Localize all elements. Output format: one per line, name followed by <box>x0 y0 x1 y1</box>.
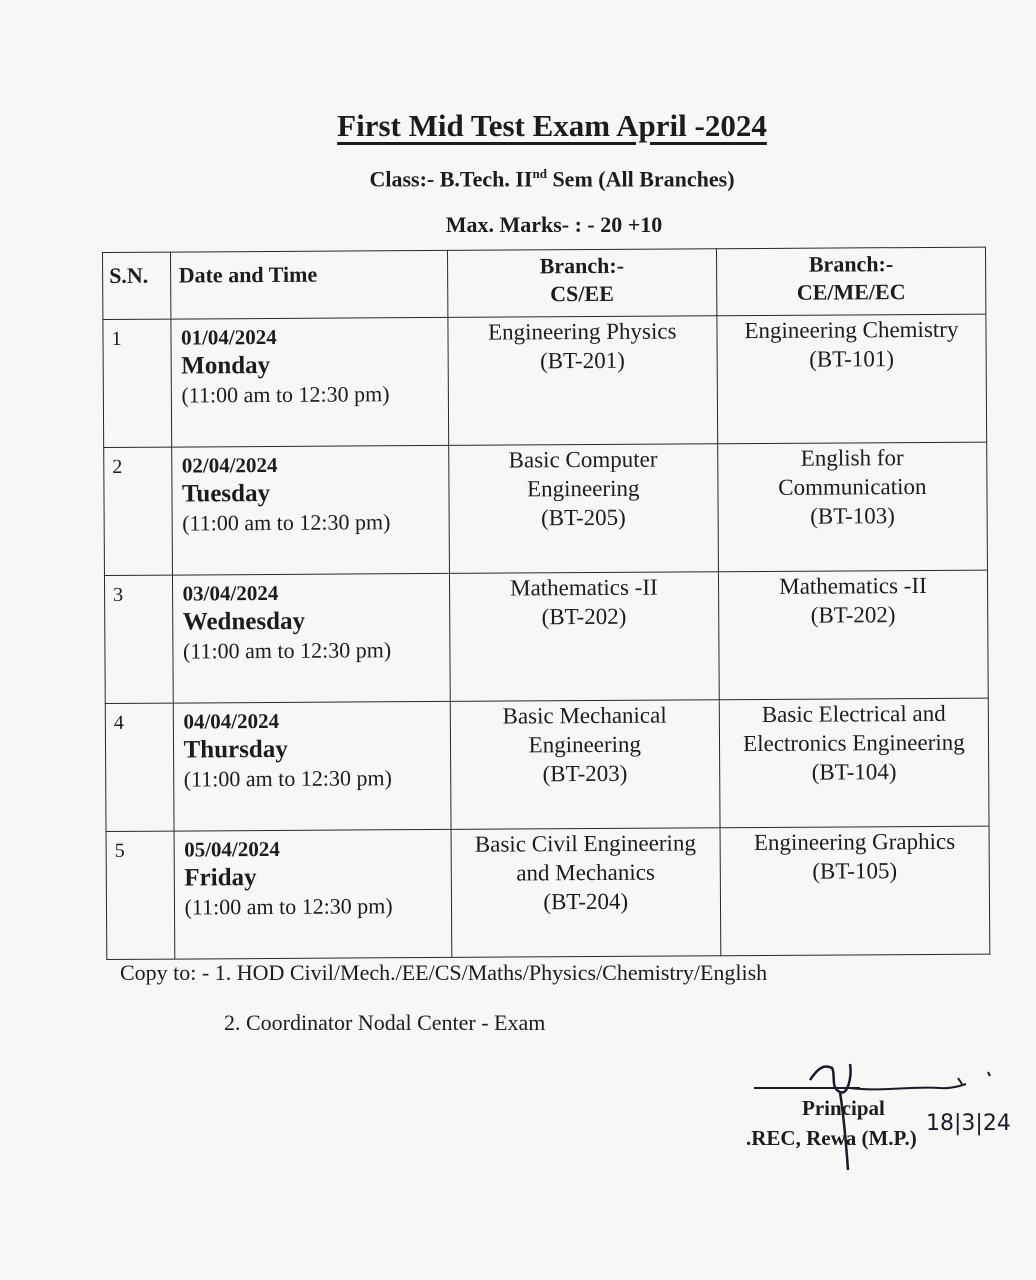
table-header-row <box>103 247 986 319</box>
row-sn: 4 <box>105 703 173 831</box>
table-row <box>104 442 988 575</box>
subject-line: English for <box>800 445 904 471</box>
subject-line: (BT-205) <box>540 504 626 531</box>
row-date: 02/04/2024 <box>181 452 278 478</box>
row-date: 03/04/2024 <box>182 580 279 606</box>
subject-line: Communication <box>778 473 927 500</box>
header-branch-ce-me-ec <box>716 247 986 316</box>
row-subject-ce-me-ec <box>717 314 987 444</box>
subject-line: (BT-104) <box>811 759 897 785</box>
exam-schedule-table <box>102 247 990 960</box>
subject-line: Engineering <box>526 475 640 502</box>
header-branch2-line2: CE/ME/EC <box>796 279 906 305</box>
institute-label: .REC, Rewa (M.P.) <box>746 1126 917 1150</box>
row-day: Thursday <box>183 735 288 764</box>
header-branch1-line2: CS/EE <box>550 280 614 307</box>
table-row <box>104 570 988 703</box>
subject-line: (BT-103) <box>810 503 895 529</box>
row-subject-cs-ee <box>448 444 718 574</box>
subject-line: Basic Electrical and <box>761 700 946 727</box>
class-suffix: Sem (All Branches) <box>546 166 735 192</box>
subject-line: Basic Computer <box>508 446 658 473</box>
header-sn: S.N. <box>103 252 171 319</box>
document-title <box>0 108 1036 144</box>
subject-line: (BT-202) <box>810 602 896 628</box>
table-row <box>103 314 987 447</box>
row-day: Friday <box>184 864 257 892</box>
max-marks: Max. Marks- : - 20 +10 <box>445 212 663 237</box>
row-subject-cs-ee <box>448 316 718 446</box>
row-date: 05/04/2024 <box>184 836 280 862</box>
row-time: (11:00 am to 12:30 pm) <box>183 765 392 792</box>
row-date-time <box>172 573 450 703</box>
table-row <box>105 698 989 831</box>
row-date-time <box>170 317 448 447</box>
subject-line: Electronics Engineering <box>743 729 965 757</box>
header-date-time: Date and Time <box>170 250 448 319</box>
subject-line: Engineering <box>528 731 642 758</box>
subject-line: Mathematics -II <box>779 572 927 599</box>
subject-line: (BT-203) <box>542 760 628 787</box>
handwritten-date: 18|3|24 <box>926 1111 1011 1136</box>
subject-line: (BT-204) <box>543 888 629 915</box>
row-subject-ce-me-ec <box>718 570 988 700</box>
header-branch1-line1: Branch:- <box>539 252 625 279</box>
subject-line: (BT-201) <box>539 347 625 374</box>
row-sn: 2 <box>104 447 172 575</box>
row-sn: 3 <box>104 575 172 703</box>
row-subject-ce-me-ec <box>718 442 988 572</box>
row-subject-cs-ee <box>449 572 719 702</box>
row-subject-cs-ee <box>451 828 721 958</box>
row-date-time <box>173 701 451 831</box>
copy-to-line-1: Copy to: - 1. HOD Civil/Mech./EE/CS/Maths/Physics/Chemistry/English <box>120 960 768 985</box>
row-subject-ce-me-ec <box>719 698 989 828</box>
row-day: Tuesday <box>181 479 271 508</box>
subject-line: Engineering Physics <box>487 318 677 345</box>
subject-line: (BT-105) <box>812 858 898 884</box>
row-date: 01/04/2024 <box>180 324 277 350</box>
subject-line: Engineering Graphics <box>753 828 956 856</box>
header-branch2-line1: Branch:- <box>808 251 894 277</box>
copy-to-line-2: 2. Coordinator Nodal Center - Exam <box>224 1010 546 1035</box>
subject-line: and Mechanics <box>516 859 655 886</box>
row-day: Monday <box>181 351 271 380</box>
subject-line: (BT-101) <box>809 346 895 372</box>
handwritten-signature-icon <box>740 1058 1030 1178</box>
row-time: (11:00 am to 12:30 pm) <box>181 381 390 408</box>
subject-line: Basic Civil Engineering <box>474 830 696 857</box>
subject-line: Mathematics -II <box>509 574 658 601</box>
class-line <box>0 166 1036 192</box>
row-time: (11:00 am to 12:30 pm) <box>184 893 393 920</box>
class-prefix: Class:- B.Tech. II <box>369 166 533 192</box>
title-text: First Mid Test Exam April -2024 <box>337 108 767 143</box>
row-sn: 5 <box>106 831 174 959</box>
subject-line: Engineering Chemistry <box>744 316 959 344</box>
row-time: (11:00 am to 12:30 pm) <box>182 637 392 664</box>
subject-line: Basic Mechanical <box>502 702 667 729</box>
row-sn: 1 <box>103 319 171 447</box>
class-superscript: nd <box>532 166 547 181</box>
row-date: 04/04/2024 <box>183 708 280 734</box>
row-subject-ce-me-ec <box>720 826 990 956</box>
row-date-time <box>171 445 449 575</box>
header-branch-cs-ee <box>447 249 717 318</box>
row-date-time <box>174 829 452 959</box>
row-subject-cs-ee <box>450 700 720 830</box>
subject-line: (BT-202) <box>541 603 627 630</box>
principal-label: Principal <box>802 1096 885 1120</box>
row-day: Wednesday <box>182 607 306 636</box>
table-row <box>106 826 990 959</box>
row-time: (11:00 am to 12:30 pm) <box>182 509 391 536</box>
